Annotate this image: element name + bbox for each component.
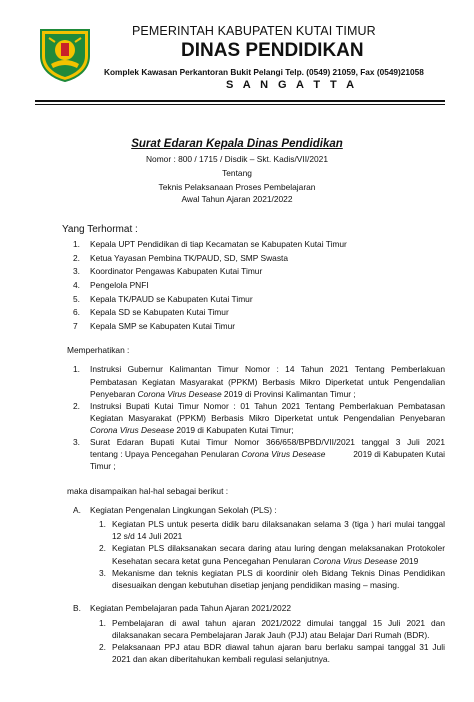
section-letter: B.	[73, 603, 81, 613]
item-number: 3.	[73, 437, 80, 447]
item-line: Surat Edaran Bupati Kutai Timur Nomor 366/658/BPBD/VII/2021 tanggal 3 Juli 2021	[90, 437, 445, 447]
item-number: 5.	[73, 294, 80, 304]
item-number: 2.	[99, 642, 106, 652]
item-text: Pengelola PNFI	[90, 280, 149, 290]
item-number: 2.	[99, 543, 106, 553]
item-number: 1.	[73, 239, 80, 249]
letterhead-divider-thin	[35, 104, 445, 105]
item-number: 6.	[73, 307, 80, 317]
item-line: Kesehatan secara ketat guna Pencegahan Penularan Corona Virus Desease 2019	[112, 556, 419, 566]
section-heading: Kegiatan Pengenalan Lingkungan Sekolah (PLS) :	[90, 505, 277, 515]
item-number: 1.	[99, 618, 106, 628]
item-line: 2021 dan akan diberitahukan kembali regulasi selanjutnya.	[112, 654, 330, 664]
item-line: Kegiatan Masyarakat (PPKM) Berbasis Mikro Diperketat untuk Pengendalian Penyebaran	[90, 413, 445, 423]
item-line: Kegiatan PLS dilaksanakan secara daring atau luring dengan melaksanakan Protokoler	[112, 543, 445, 553]
item-line: Penyebaran Corona Virus Desease 2019 di Provinsi Kalimantan Timur ;	[90, 389, 356, 399]
item-number: 2.	[73, 253, 80, 263]
kutai-timur-regency-emblem-icon	[37, 26, 93, 82]
letter-title: Surat Edaran Kepala Dinas Pendidikan	[131, 138, 343, 150]
letter-number: Nomor : 800 / 1715 / Disdik – Skt. Kadis/VII/2021	[145, 154, 329, 164]
item-text: Kepala TK/PAUD se Kabupaten Kutai Timur	[90, 294, 253, 304]
agency-name: DINAS PENDIDIKAN	[181, 40, 364, 61]
city-name: S A N G A T T A	[226, 79, 358, 91]
considering-label: Memperhatikan :	[67, 345, 130, 355]
item-text: Ketua Yayasan Pembina TK/PAUD, SD, SMP Swasta	[90, 253, 288, 263]
agency-address: Komplek Kawasan Perkantoran Bukit Pelangi Telp. (0549) 21059, Fax (0549)21058	[104, 67, 424, 77]
section-letter: A.	[73, 505, 81, 515]
item-line: Timur ;	[90, 461, 116, 471]
item-line: 12 s/d 14 Juli 2021	[112, 531, 183, 541]
item-number: 7	[73, 321, 78, 331]
item-text: Kepala SD se Kabupaten Kutai Timur	[90, 307, 229, 317]
item-line: Pembelajaran di awal tahun ajaran 2021/2022 dimulai tanggal 15 Juli 2021 dan	[112, 618, 445, 628]
salutation: Yang Terhormat :	[62, 224, 138, 235]
item-line: Pembatasan Kegiatan Masyarakat (PPKM) Berbasis Mikro Diperketat untuk Pengendalian	[90, 377, 445, 387]
subject-line-1: Teknis Pelaksanaan Proses Pembelajaran	[158, 182, 316, 192]
item-line: disesuaikan dengan kebutuhan disetiap jenjang pendidikan masing – masing.	[112, 580, 400, 590]
item-number: 1.	[73, 364, 80, 374]
section-heading: Kegiatan Pembelajaran pada Tahun Ajaran 2021/2022	[90, 603, 292, 613]
subject-line-2: Awal Tahun Ajaran 2021/2022	[181, 194, 293, 204]
item-number: 3.	[73, 266, 80, 276]
item-text: Kepala SMP se Kabupaten Kutai Timur	[90, 321, 236, 331]
item-line: Instruksi Bupati Kutai Timur Nomor : 01 Tahun 2021 Tentang Pemberlakuan Pembatasan	[90, 401, 445, 411]
item-line: Pelaksanaan PPJ atau BDR diawal tahun ajaran baru berlaku sampai tanggal 31 Juli	[112, 642, 445, 652]
item-number: 1.	[99, 519, 106, 529]
item-line: Corona Virus Desease 2019 di Kabupaten Kutai Timur;	[90, 425, 294, 435]
item-line: Mekanisme dan teknis kegiatan PLS di koordinir oleh Bidang Teknis Dinas Pendidikan	[112, 568, 445, 578]
conveyed-text: maka disampaikan hal-hal sebagai berikut :	[67, 486, 229, 496]
item-number: 2.	[73, 401, 80, 411]
item-line: dilaksanakan secara Pembelajaran Jarak Jauh (PJJ) atau Belajar Dari Rumah (BDR).	[112, 630, 430, 640]
item-text: Kepala UPT Pendidikan di tiap Kecamatan se Kabupaten Kutai Timur	[90, 239, 347, 249]
letterhead-divider-thick	[35, 100, 445, 102]
item-line: Kegiatan PLS untuk peserta didik baru dilaksanakan selama 3 (tiga ) hari mulai tanggal	[112, 519, 445, 529]
item-number: 4.	[73, 280, 80, 290]
about-label: Tentang	[222, 168, 252, 178]
government-name: PEMERINTAH KABUPATEN KUTAI TIMUR	[132, 24, 376, 38]
item-line: tentang : Upaya Pencegahan Penularan Corona Virus Desease 2019 di Kabupaten Kutai	[90, 449, 445, 459]
item-number: 3.	[99, 568, 106, 578]
item-text: Koordinator Pengawas Kabupaten Kutai Timur	[90, 266, 263, 276]
item-line: Instruksi Gubernur Kalimantan Timur Nomor : 14 Tahun 2021 Tentang Pemberlakuan	[90, 364, 445, 374]
